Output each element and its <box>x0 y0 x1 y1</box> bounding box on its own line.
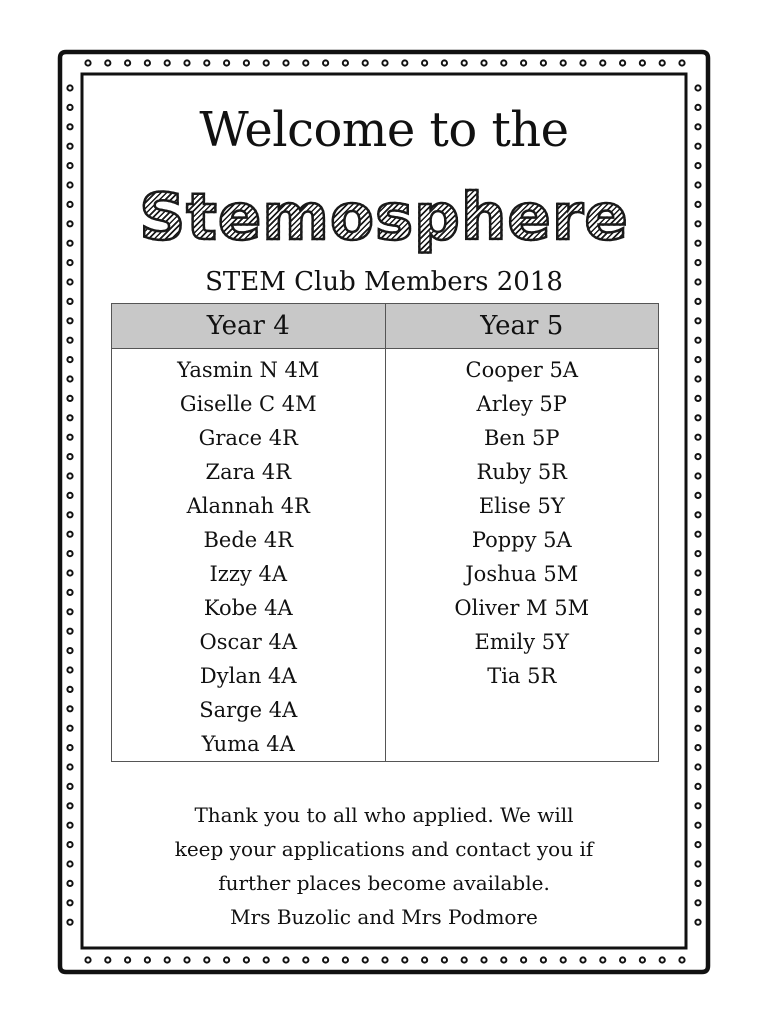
border-dot <box>695 376 700 381</box>
border-dot <box>67 629 72 634</box>
member-name: Bede 4R <box>203 528 294 552</box>
border-dot <box>695 629 700 634</box>
border-dot <box>462 60 467 65</box>
border-dot <box>541 60 546 65</box>
border-dot <box>67 609 72 614</box>
border-dot <box>363 957 368 962</box>
border-dot <box>620 60 625 65</box>
border-dot <box>580 60 585 65</box>
border-dot <box>695 706 700 711</box>
border-dot <box>303 60 308 65</box>
member-name: Joshua 5M <box>465 562 579 586</box>
border-dot <box>521 957 526 962</box>
border-dot <box>67 473 72 478</box>
border-dot <box>695 473 700 478</box>
border-dot <box>695 570 700 575</box>
border-dot <box>695 532 700 537</box>
border-dot <box>363 60 368 65</box>
border-dot <box>442 957 447 962</box>
border-dot <box>695 493 700 498</box>
year-5-members <box>385 349 659 762</box>
border-dot <box>224 957 229 962</box>
border-dot <box>695 512 700 517</box>
border-dot <box>695 881 700 886</box>
border-dot <box>125 60 130 65</box>
border-dot <box>67 570 72 575</box>
border-dot <box>695 124 700 129</box>
border-dot <box>67 105 72 110</box>
border-dot <box>67 532 72 537</box>
border-dot <box>67 881 72 886</box>
border-dot <box>67 648 72 653</box>
border-dot <box>67 396 72 401</box>
border-dot <box>695 396 700 401</box>
border-dot <box>67 551 72 556</box>
border-dot <box>695 454 700 459</box>
border-dot <box>67 415 72 420</box>
border-dot <box>695 260 700 265</box>
border-dot <box>695 590 700 595</box>
border-dot <box>67 823 72 828</box>
border-dot <box>165 60 170 65</box>
border-dot <box>67 279 72 284</box>
border-dot <box>343 60 348 65</box>
border-dot <box>402 60 407 65</box>
border-dot <box>561 60 566 65</box>
border-dot <box>501 957 506 962</box>
border-dot <box>695 338 700 343</box>
member-name: Ben 5P <box>483 426 560 450</box>
border-dot <box>695 241 700 246</box>
border-dot <box>382 60 387 65</box>
border-dot <box>303 957 308 962</box>
border-dot <box>67 299 72 304</box>
page-heading: Welcome to the <box>199 102 569 158</box>
member-name: Grace 4R <box>198 426 298 450</box>
border-dot <box>244 60 249 65</box>
border-dot <box>85 957 90 962</box>
border-dot <box>695 279 700 284</box>
member-name: Yuma 4A <box>201 732 295 756</box>
border-dot <box>283 60 288 65</box>
member-name: Ruby 5R <box>476 460 567 484</box>
border-dot <box>67 745 72 750</box>
member-name: Zara 4R <box>205 460 292 484</box>
border-dot <box>402 957 407 962</box>
border-dot <box>67 435 72 440</box>
border-dot <box>204 60 209 65</box>
border-dot <box>695 920 700 925</box>
table-row <box>112 349 659 762</box>
border-dot <box>422 957 427 962</box>
thank-you-note <box>84 798 684 934</box>
border-dot <box>695 823 700 828</box>
border-dot <box>244 957 249 962</box>
border-dot <box>695 163 700 168</box>
border-dot <box>264 957 269 962</box>
border-dot <box>695 299 700 304</box>
border-dot <box>501 60 506 65</box>
border-dot <box>67 764 72 769</box>
border-dot <box>67 338 72 343</box>
border-dot <box>521 60 526 65</box>
border-dot <box>323 60 328 65</box>
border-dot <box>323 957 328 962</box>
border-dot <box>695 357 700 362</box>
year-4-members <box>112 349 386 762</box>
border-dot <box>67 454 72 459</box>
border-dot <box>695 415 700 420</box>
border-dot <box>67 357 72 362</box>
column-header-year-4: Year 4 <box>112 304 386 349</box>
member-name: Kobe 4A <box>203 596 293 620</box>
border-dot <box>382 957 387 962</box>
border-dot <box>695 687 700 692</box>
border-dot <box>679 957 684 962</box>
border-dot <box>184 957 189 962</box>
border-dot <box>541 957 546 962</box>
border-dot <box>660 957 665 962</box>
border-dot <box>695 784 700 789</box>
members-table <box>111 303 659 762</box>
border-dot <box>695 842 700 847</box>
border-dot <box>481 60 486 65</box>
border-dot <box>67 706 72 711</box>
border-dot <box>695 435 700 440</box>
border-dot <box>67 241 72 246</box>
border-dot <box>165 957 170 962</box>
footer-signature: Mrs Buzolic and Mrs Podmore <box>230 905 538 929</box>
border-dot <box>67 221 72 226</box>
border-dot <box>264 60 269 65</box>
border-dot <box>695 202 700 207</box>
border-dot <box>67 726 72 731</box>
border-dot <box>695 745 700 750</box>
border-dot <box>695 318 700 323</box>
border-dot <box>67 163 72 168</box>
border-dot <box>640 60 645 65</box>
border-dot <box>184 60 189 65</box>
border-dot <box>343 957 348 962</box>
border-dot <box>695 144 700 149</box>
border-dot <box>67 493 72 498</box>
border-dot <box>145 957 150 962</box>
border-dot <box>695 221 700 226</box>
border-dot <box>67 667 72 672</box>
border-dot <box>695 648 700 653</box>
member-name: Elise 5Y <box>478 494 565 518</box>
member-name: Cooper 5A <box>465 358 578 382</box>
border-dot <box>67 124 72 129</box>
member-name: Oliver M 5M <box>454 596 590 620</box>
member-name: Emily 5Y <box>474 630 569 654</box>
border-dot <box>224 60 229 65</box>
border-dot <box>145 60 150 65</box>
border-dot <box>67 144 72 149</box>
border-dot <box>462 957 467 962</box>
page-subtitle: STEM Club Members 2018 <box>205 267 563 297</box>
border-dot <box>580 957 585 962</box>
border-dot <box>679 60 684 65</box>
member-name: Arley 5P <box>476 392 567 416</box>
border-dot <box>67 590 72 595</box>
member-name: Poppy 5A <box>471 528 572 552</box>
member-name: Giselle C 4M <box>179 392 317 416</box>
border-dot <box>695 764 700 769</box>
border-dot <box>620 957 625 962</box>
border-dot <box>695 105 700 110</box>
border-dot <box>105 60 110 65</box>
border-dot <box>67 202 72 207</box>
border-dot <box>640 957 645 962</box>
border-dot <box>695 803 700 808</box>
table-header-row <box>112 304 659 349</box>
border-dot <box>125 957 130 962</box>
border-dot <box>67 85 72 90</box>
footer-line: keep your applications and contact you if <box>174 837 594 861</box>
border-dot <box>660 60 665 65</box>
brand-title: Stemosphere <box>84 178 684 258</box>
member-name: Sarge 4A <box>199 698 298 722</box>
border-dot <box>67 803 72 808</box>
border-dot <box>481 957 486 962</box>
member-name: Yasmin N 4M <box>177 358 320 382</box>
border-dot <box>695 861 700 866</box>
border-dot <box>442 60 447 65</box>
footer-line: further places become available. <box>218 871 550 895</box>
border-dot <box>695 182 700 187</box>
border-dot <box>67 512 72 517</box>
border-dot <box>695 85 700 90</box>
border-dot <box>85 60 90 65</box>
border-dot <box>695 609 700 614</box>
border-dot <box>67 318 72 323</box>
border-dot <box>67 784 72 789</box>
member-name: Dylan 4A <box>199 664 297 688</box>
member-name: Tia 5R <box>487 664 557 688</box>
border-dot <box>67 842 72 847</box>
border-dot <box>600 60 605 65</box>
member-name: Alannah 4R <box>186 494 310 518</box>
border-dot <box>67 900 72 905</box>
border-dot <box>67 861 72 866</box>
border-dot <box>67 687 72 692</box>
member-name: Izzy 4A <box>209 562 287 586</box>
border-dot <box>204 957 209 962</box>
border-dot <box>67 260 72 265</box>
border-dot <box>67 920 72 925</box>
border-dot <box>695 551 700 556</box>
border-dot <box>695 900 700 905</box>
border-dot <box>422 60 427 65</box>
footer-line: Thank you to all who applied. We will <box>194 803 574 827</box>
border-dot <box>695 667 700 672</box>
border-dot <box>67 376 72 381</box>
border-dot <box>561 957 566 962</box>
border-dot <box>67 182 72 187</box>
border-dot <box>695 726 700 731</box>
border-dot <box>105 957 110 962</box>
member-name: Oscar 4A <box>199 630 297 654</box>
border-dot <box>283 957 288 962</box>
column-header-year-5: Year 5 <box>385 304 659 349</box>
border-dot <box>600 957 605 962</box>
